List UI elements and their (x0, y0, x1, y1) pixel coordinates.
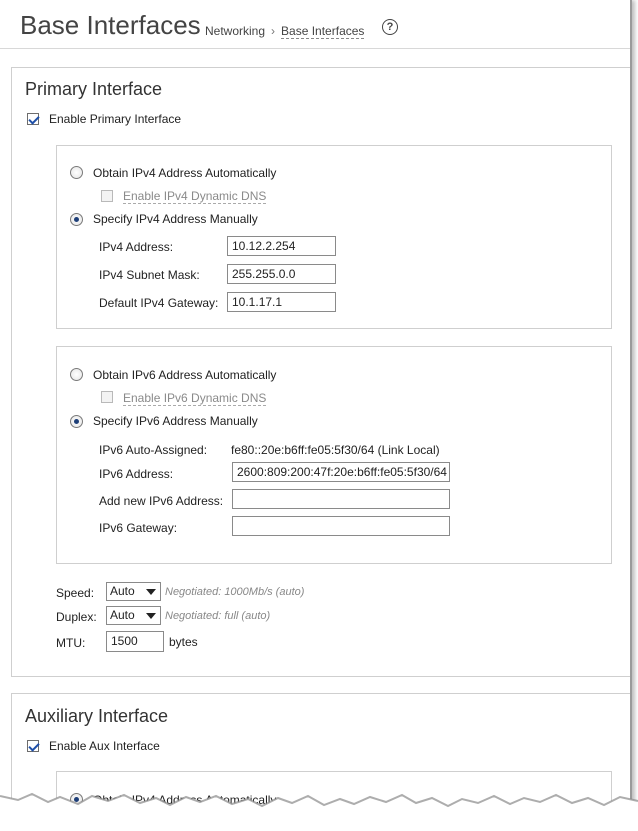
ipv6-gateway-label: IPv6 Gateway: (99, 521, 178, 535)
ipv6-new-address-label: Add new IPv6 Address: (99, 494, 224, 508)
duplex-select[interactable] (106, 606, 161, 625)
page-title: Base Interfaces (20, 10, 201, 40)
breadcrumb-base-interfaces[interactable]: Base Interfaces (281, 24, 365, 38)
ipv4-manual-radio[interactable] (70, 213, 83, 226)
ipv6-new-address-input[interactable] (232, 489, 450, 509)
ipv6-gateway-input[interactable] (232, 516, 450, 536)
ipv6-dyndns-checkbox (101, 391, 113, 403)
ipv6-address-label: IPv6 Address: (99, 467, 174, 481)
ipv6-auto-assigned-label: IPv6 Auto-Assigned: (99, 443, 208, 457)
breadcrumb (205, 24, 364, 38)
speed-select-value: Auto (110, 584, 135, 598)
speed-label: Speed: (56, 586, 95, 600)
ipv6-manual-label: Specify IPv6 Address Manually (93, 414, 258, 428)
primary-interface-section (11, 67, 632, 677)
ipv4-auto-label: Obtain IPv4 Address Automatically (93, 166, 277, 180)
enable-aux-label: Enable Aux Interface (49, 739, 160, 753)
ipv6-auto-assigned-value: fe80::20e:b6ff:fe05:5f30/64 (Link Local) (231, 443, 440, 457)
torn-edge (0, 790, 638, 831)
chevron-down-icon (146, 613, 156, 619)
enable-primary-label: Enable Primary Interface (49, 112, 182, 126)
ipv6-auto-label: Obtain IPv6 Address Automatically (93, 368, 277, 382)
duplex-negotiated-note: Negotiated: full (auto) (165, 610, 271, 622)
help-icon[interactable]: ? (382, 19, 398, 35)
mtu-label: MTU: (56, 636, 86, 650)
chevron-down-icon (146, 589, 156, 595)
ipv4-auto-radio[interactable] (70, 166, 83, 179)
duplex-select-value: Auto (110, 608, 135, 622)
mtu-unit: bytes (169, 635, 198, 649)
ipv4-mask-input[interactable]: 255.255.0.0 (227, 264, 336, 284)
ipv4-mask-label: IPv4 Subnet Mask: (99, 268, 200, 282)
page-header (0, 0, 630, 49)
ipv4-group (56, 145, 612, 329)
ipv4-gateway-label: Default IPv4 Gateway: (99, 296, 219, 310)
breadcrumb-networking[interactable]: Networking (205, 24, 266, 38)
enable-aux-checkbox[interactable] (27, 740, 39, 752)
ipv4-dyndns-label: Enable IPv4 Dynamic DNS (123, 189, 267, 203)
ipv6-auto-radio[interactable] (70, 368, 83, 381)
duplex-label: Duplex: (56, 610, 97, 624)
ipv4-manual-label: Specify IPv4 Address Manually (93, 212, 258, 226)
speed-negotiated-note: Negotiated: 1000Mb/s (auto) (165, 586, 305, 598)
ipv6-group (56, 346, 612, 564)
ipv6-manual-radio[interactable] (70, 415, 83, 428)
ipv4-address-input[interactable]: 10.12.2.254 (227, 236, 336, 256)
primary-interface-title: Primary Interface (25, 79, 163, 99)
mtu-input[interactable]: 1500 (106, 631, 164, 652)
speed-select[interactable] (106, 582, 161, 601)
ipv6-address-input[interactable]: 2600:809:200:47f:20e:b6ff:fe05:5f30/64 (232, 462, 450, 482)
ipv4-address-label: IPv4 Address: (99, 240, 174, 254)
ipv4-gateway-input[interactable]: 10.1.17.1 (227, 292, 336, 312)
aux-interface-title: Auxiliary Interface (25, 706, 169, 726)
enable-primary-checkbox[interactable] (27, 113, 39, 125)
ipv6-dyndns-label: Enable IPv6 Dynamic DNS (123, 391, 267, 405)
ipv4-dyndns-checkbox (101, 190, 113, 202)
chevron-right-icon: › (271, 24, 276, 38)
